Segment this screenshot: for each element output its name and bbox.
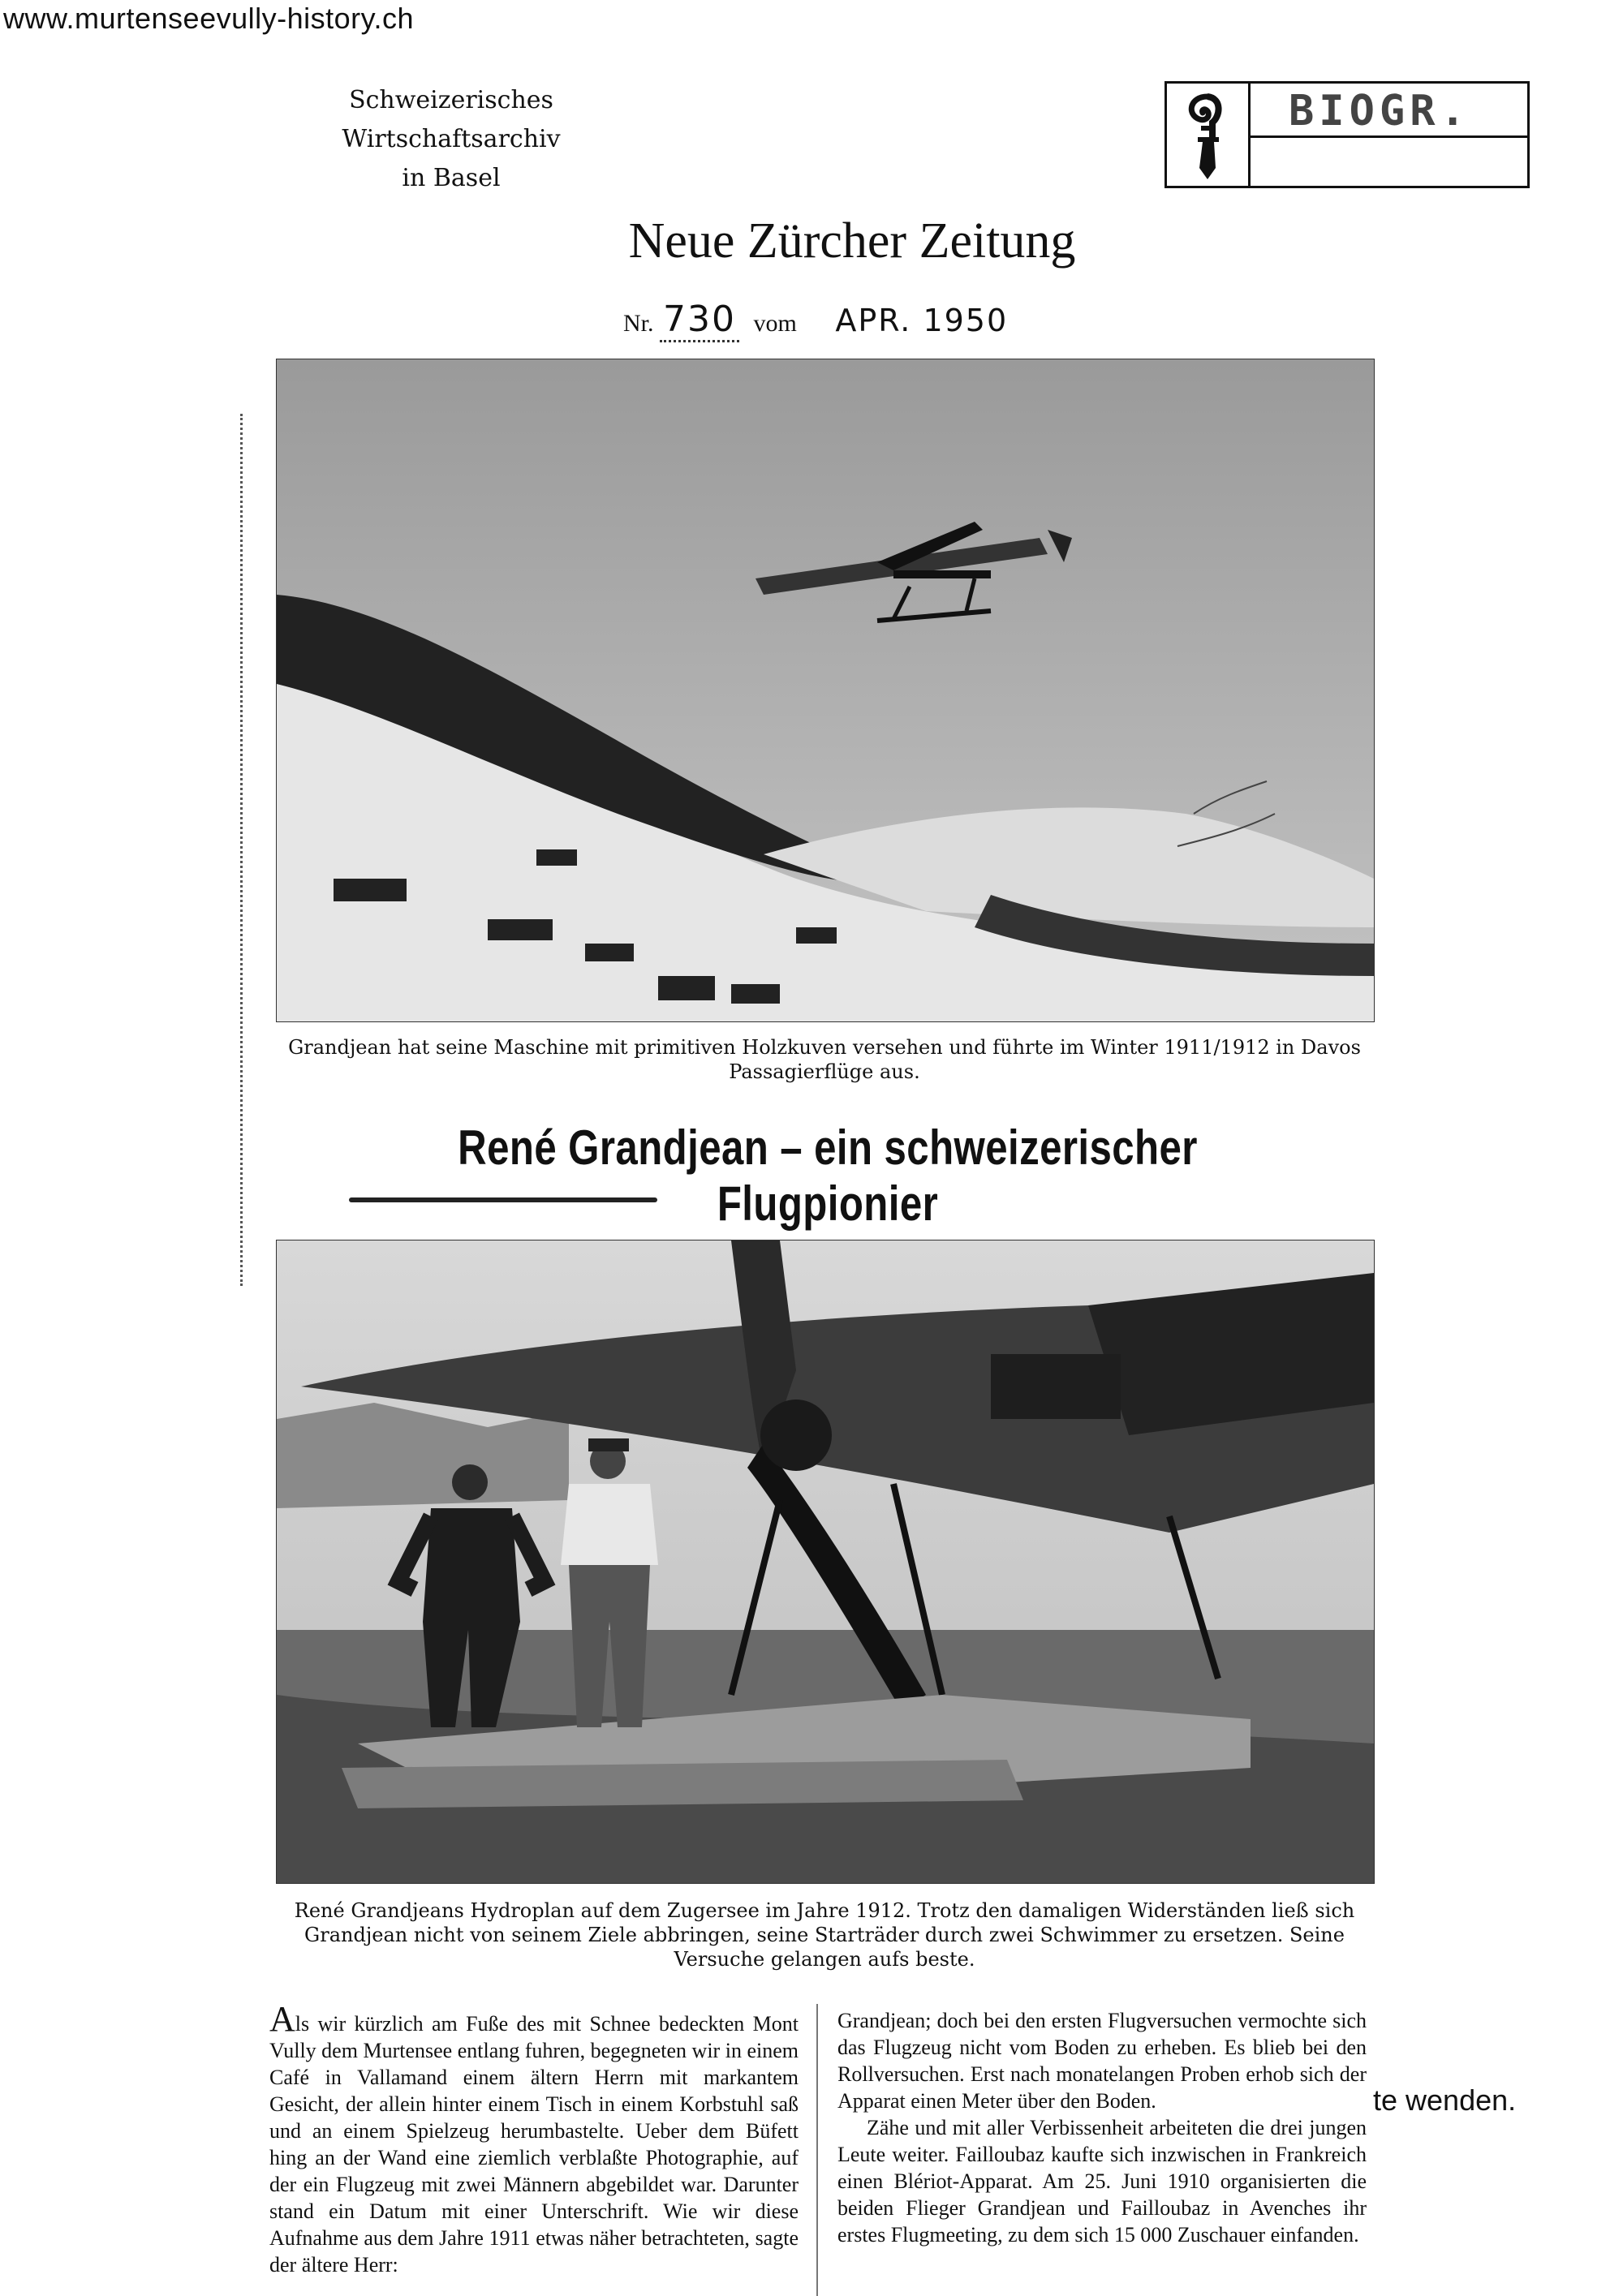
issue-nr-label: Nr. (623, 310, 654, 337)
article-column-2 (837, 2007, 1367, 2296)
column-divider (816, 2004, 818, 2296)
article-dropcap: A (269, 2007, 295, 2039)
article-col2-paragraph-2: Zähe und mit aller Verbissenheit arbeiteten die drei jungen Leute weiter. Failloubaz kaufte sich inzwischen in Frankreich einen Blériot-Apparat. Am 25. Juni 1910 organisierten die beiden Flieger Grandjean und Failloubaz in Avenches ihr erstes Flugmeeting, zu dem sich 15 000 Zuschauer einfanden. (837, 2116, 1367, 2247)
photo2-caption: René Grandjeans Hydroplan auf dem Zugersee im Jahre 1912. Trotz den damaligen Widerständen ließ sich Grandjean nicht von seinem Ziele abbringen, seine Starträder durch zwei Schwimmer zu ersetzen. Seine Versuche gelangen aufs beste. (294, 1899, 1355, 1971)
margin-dotted-line (240, 414, 243, 1286)
newspaper-masthead: Neue Zürcher Zeitung (628, 213, 1076, 269)
article-col2-paragraph-1: Grandjean; doch bei den ersten Flugversuchen vermochte sich das Flugzeug nicht vom Boden zu erheben. Es blieb bei den Rollversuchen. Erst nach monatelangen Proben erhob sich der Apparat einen Meter über den Boden. (837, 2009, 1367, 2113)
article-headline: René Grandjean – ein schweizerischer Flugpionier (458, 1120, 1198, 1231)
archive-city: in Basel (402, 164, 501, 192)
photo1-caption: Grandjean hat seine Maschine mit primitiven Holzkuven versehen und führte im Winter 1911/1912 in Davos Passagierflüge aus. (288, 1036, 1361, 1083)
archive-stamp (1165, 81, 1530, 188)
article-col1-paragraph: ls wir kürzlich am Fuße des mit Schnee bedeckten Mont Vully dem Murtensee entlang fuhren, begegneten wir in einem Café in Vallamand einem ältern Herrn mit markantem Gesicht, der allein hinter einem Tisch in einem Korbstuhl saß und an einem Spielzeug herumbastelte. Ueber dem Büfett hing an der Wand eine ziemlich verblaßte Photographie, auf der ein Flugzeug mit zwei Männern abgebildet war. Darunter stand ein Datum mit einer Unterschrift. Wie wir diese Aufnahme aus dem Jahre 1911 etwas näher betrachteten, sagte der ältere Herr: (269, 2012, 799, 2277)
issue-vom-label: vom (753, 310, 797, 337)
archive-header (240, 81, 662, 198)
headline-underline (349, 1197, 657, 1202)
issue-line (623, 299, 1008, 342)
issue-date: APR. 1950 (835, 303, 1009, 338)
continued-note: te wenden. (1373, 2083, 1517, 2117)
archive-name: Schweizerisches Wirtschaftsarchiv (342, 86, 561, 153)
stamp-label: BIOGR. (1289, 87, 1470, 135)
basel-crosier-icon (1178, 90, 1237, 183)
photo-davos-flight (276, 359, 1375, 1022)
issue-number: 730 (663, 299, 736, 340)
article-column-1 (269, 2007, 799, 2296)
photo-zugersee-hydroplane (276, 1240, 1375, 1884)
source-url-watermark: www.murtenseevully-history.ch (3, 2, 414, 35)
